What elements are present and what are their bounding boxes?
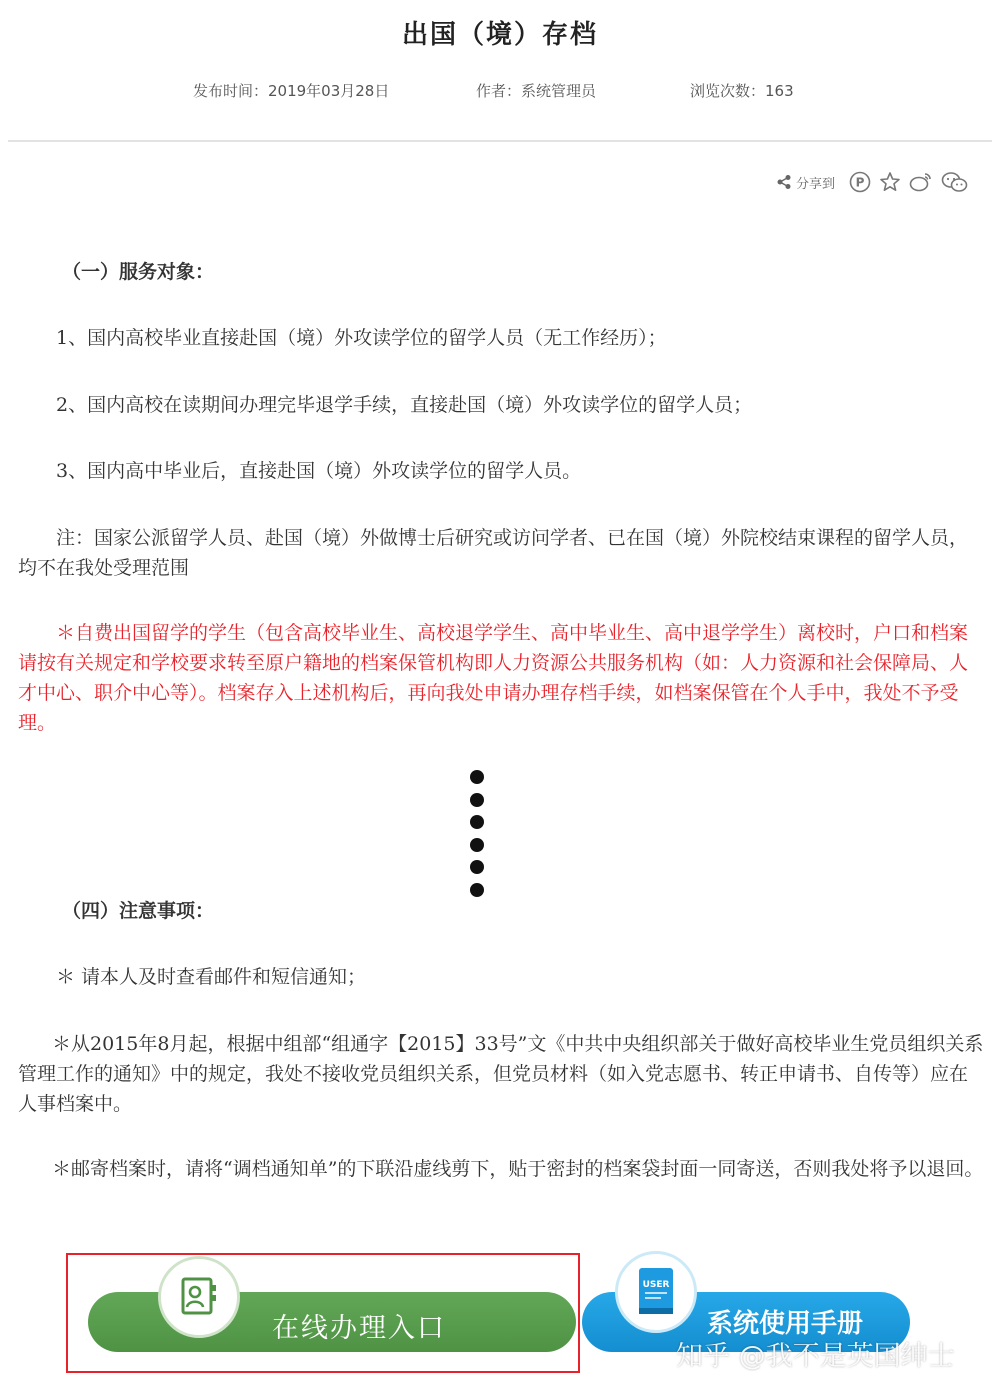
svg-text:USER: USER — [642, 1280, 670, 1290]
note-paragraph: 注：国家公派留学人员、赴国（境）外做博士后研究或访问学者、已在国（境）外院校结束课程的留学人员，均不在我处受理范围 — [18, 527, 969, 579]
list-item: 3、国内高中毕业后，直接赴国（境）外攻读学位的留学人员。 — [56, 460, 582, 482]
section-heading-service-target: （一）服务对象： — [62, 261, 215, 283]
notes-item: ＊ 请本人及时查看邮件和短信通知； — [56, 966, 367, 988]
header-divider — [8, 140, 992, 142]
watermark: 知乎 @我不是英国绅士 — [676, 1341, 955, 1372]
weibo-icon[interactable] — [909, 171, 933, 193]
publish-date: 发布时间：2019年03月28日 — [193, 82, 390, 100]
qzone-icon[interactable] — [849, 171, 871, 193]
share-icon — [776, 174, 792, 190]
red-notice-paragraph: ＊自费出国留学的学生（包含高校毕业生、高校退学学生、高中毕业生、高中退学学生）离校时，户口和档案请按有关规定和学校要求转至原户籍地的档案保管机构即人力资源公共服务机构（如：人力资源和社会保障局、人才中心、职介中心等）。档案存入上述机构后，再向我处申请办理存档手续，如档案保管在个人手中，我处不予受理。 — [18, 622, 969, 734]
author: 作者：系统管理员 — [476, 82, 597, 100]
notes-item: ＊邮寄档案时，请将“调档通知单”的下联沿虚线剪下，贴于密封的档案袋封面一同寄送，否则我处将予以退回。 — [52, 1158, 984, 1180]
view-count: 浏览次数：163 — [690, 82, 794, 100]
svg-text:P: P — [855, 175, 865, 190]
ellipsis-dots — [470, 770, 486, 905]
notes-item: ＊从2015年8月起，根据中组部“组通字【2015】33号”文《中共中央组织部关于做好高校毕业生党员组织关系管理工作的通知》中的规定，我处不接收党员组织关系，但党员材料（如入党志愿书、转正申请书、自传等）应在人事档案中。 — [18, 1033, 984, 1115]
share-bar — [776, 170, 969, 194]
list-item: 1、国内高校毕业直接赴国（境）外攻读学位的留学人员（无工作经历）； — [56, 327, 667, 349]
page-title: 出国（境）存档 — [401, 20, 598, 50]
online-service-label: 在线办理入口 — [272, 1313, 446, 1344]
favorite-star-icon[interactable] — [879, 171, 901, 193]
user-manual-book-icon — [615, 1251, 697, 1333]
share-label: 分享到 — [796, 176, 836, 192]
list-item: 2、国内高校在读期间办理完毕退学手续，直接赴国（境）外攻读学位的留学人员； — [56, 394, 753, 416]
section-heading-notes: （四）注意事项： — [62, 900, 215, 922]
user-manual-label: 系统使用手册 — [707, 1309, 864, 1339]
wechat-icon[interactable] — [941, 171, 969, 193]
